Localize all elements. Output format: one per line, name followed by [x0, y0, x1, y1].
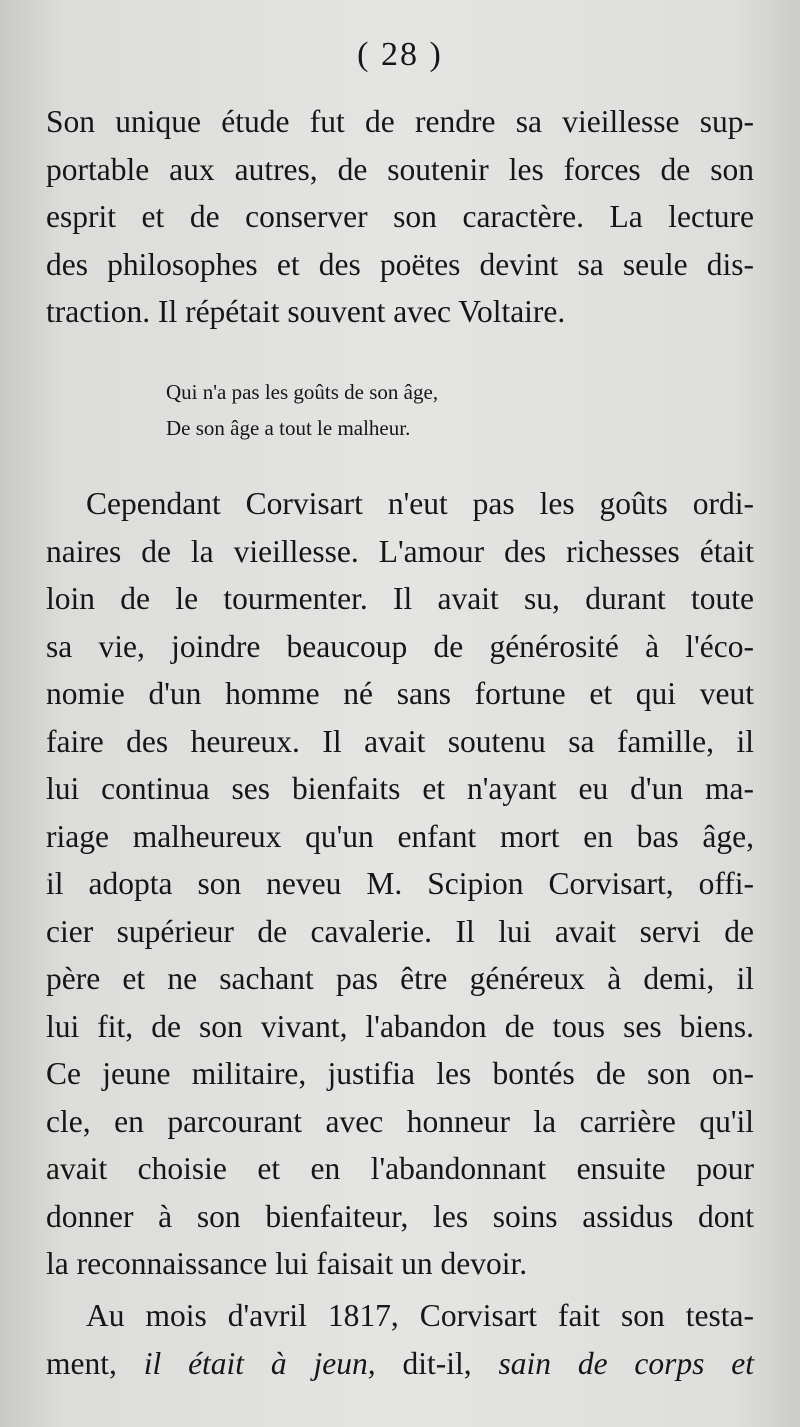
text-line: donner à son bienfaiteur, les soins assidus dont — [46, 1198, 754, 1234]
paragraph-2 — [46, 480, 754, 1288]
text-line: faire des heureux. Il avait soutenu sa famille, il — [46, 723, 754, 759]
text-line: sa vie, joindre beaucoup de générosité à l'éco- — [46, 628, 754, 664]
text-line: portable aux autres, de soutenir les forces de son — [46, 151, 754, 187]
text-line: nomie d'un homme né sans fortune et qui veut — [46, 676, 754, 711]
italic-segment: sain de corps et — [498, 1345, 754, 1381]
text-line: avait choisie et en l'abandonnant ensuite pour — [46, 1151, 754, 1186]
text-line — [46, 1340, 754, 1388]
text-line: des philosophes et des poëtes devint sa seule dis- — [46, 246, 754, 282]
text-line: la reconnaissance lui faisait un devoir. — [46, 1246, 528, 1281]
text-line: traction. Il répétait souvent avec Voltaire. — [46, 294, 566, 329]
text-line: Cependant Corvisart n'eut pas les goûts ordi- — [86, 486, 754, 521]
text-line: riage malheureux qu'un enfant mort en bas âge, — [46, 818, 754, 854]
text-line: Son unique étude fut de rendre sa vieillesse sup- — [46, 104, 754, 139]
verse-line: Qui n'a pas les goûts de son âge, — [166, 380, 439, 404]
verse-line: De son âge a tout le malheur. — [166, 416, 411, 440]
text-line: cier supérieur de cavalerie. Il lui avait servi de — [46, 913, 754, 949]
text-line: lui continua ses bienfaits et n'ayant eu d'un ma- — [46, 771, 754, 806]
paragraph-3 — [46, 1292, 754, 1387]
text-segment: dit-il, — [375, 1345, 499, 1381]
text-line: lui fit, de son vivant, l'abandon de tous ses biens. — [46, 1008, 754, 1044]
italic-segment: il était à jeun, — [143, 1345, 376, 1381]
text-line: il adopta son neveu M. Scipion Corvisart, offi- — [46, 866, 754, 901]
text-line: Ce jeune militaire, justifia les bontés de son on- — [46, 1056, 754, 1091]
text-line: esprit et de conserver son caractère. La lecture — [46, 199, 754, 234]
text-line: père et ne sachant pas être généreux à demi, il — [46, 961, 754, 996]
verse-quote — [166, 374, 438, 446]
page-number: ( 28 ) — [357, 36, 443, 73]
text-line: loin de le tourmenter. Il avait su, durant toute — [46, 581, 754, 616]
text-line: Au mois d'avril 1817, Corvisart fait son testa- — [86, 1298, 754, 1333]
text-line: cle, en parcourant avec honneur la carrière qu'il — [46, 1103, 754, 1139]
text-segment: ment, — [46, 1345, 144, 1381]
text-line: naires de la vieillesse. L'amour des richesses était — [46, 533, 754, 569]
paragraph-1 — [46, 98, 754, 336]
